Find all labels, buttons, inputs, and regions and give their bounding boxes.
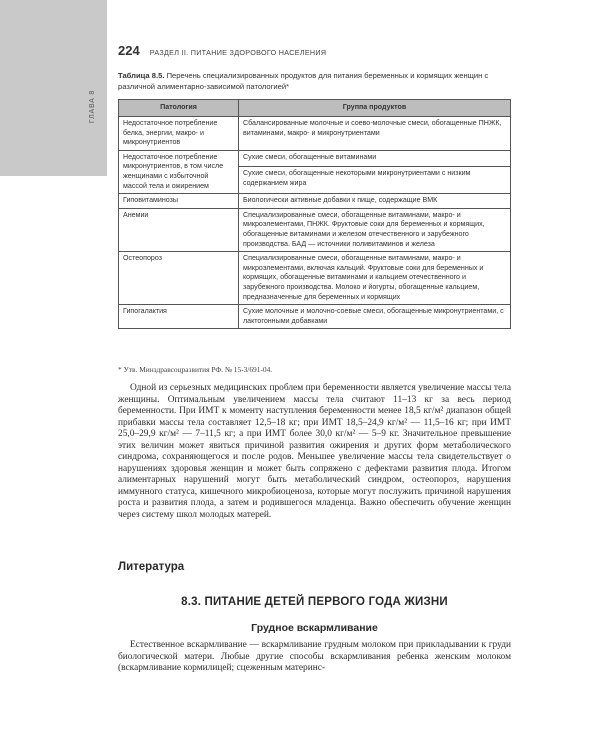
pathology-cell: Гипогалактия (119, 305, 239, 329)
pathology-cell: Анемии (119, 208, 239, 251)
table-row (119, 208, 511, 251)
pathology-cell: Недостаточное потребление белка, энергии, макро- и микронутриентов (119, 117, 239, 151)
pathology-cell: Недостаточное потребление микронутриентов, в том числе женщинами с избыточной массой тела и ожирением (119, 150, 239, 193)
table-row (119, 117, 511, 151)
body-paragraph-breastfeeding: Естественное вскармливание — вскармливание грудным молоком при прикладывании к груди биологической матери. Любые другие способы вскармливания ребенка женским молоком (вскармливание кормилицей; сцеженным материнс- (118, 640, 511, 673)
pathology-cell: Остеопороз (119, 252, 239, 305)
table-row (119, 305, 511, 329)
running-header (118, 43, 518, 57)
subsubsection-title: Грудное вскармливание (251, 622, 378, 634)
page-number: 224 (118, 43, 140, 58)
table-row (119, 252, 511, 305)
products-cell: Специализированные смеси, обогащенные витаминами, макро- и микроэлементами, ПНЖК. Фруктовые соки для беременных и кормящих, обогащенные витаминами и железом отечественного и зарубежного производства. БАД — источники поливитаминов и железа (239, 208, 511, 251)
column-header-products: Группа продуктов (239, 100, 511, 117)
chapter-label-text: ГЛАВА 8 (89, 89, 97, 123)
products-cell: Сухие молочные и молочно-соевые смеси, обогащенные микронутриентами, с лактогонными добавками (239, 305, 511, 329)
column-header-pathology: Патология (119, 100, 239, 117)
table-row (119, 150, 511, 166)
products-cell: Сухие смеси, обогащенные витаминами (239, 150, 511, 166)
table-row (119, 194, 511, 209)
chapter-side-label (86, 86, 100, 126)
table-caption-label: Таблица 8.5. (118, 71, 165, 80)
products-cell: Сухие смеси, обогащенные некоторыми микронутриентами с низким содержанием жира (239, 167, 511, 194)
section-title: РАЗДЕЛ II. ПИТАНИЕ ЗДОРОВОГО НАСЕЛЕНИЯ (149, 48, 327, 57)
products-cell: Сбалансированные молочные и соево-молочные смеси, обогащенные ПНЖК, витаминами, макро- и микронутриентами (239, 117, 511, 151)
products-table (118, 99, 511, 329)
table-footnote: * Утв. Минздравсоцразвития РФ. № 15-3/691-04. (118, 365, 273, 374)
products-cell: Специализированные смеси, обогащенные витаминами, макро- и микроэлементами, включая кальций. Фруктовые соки для беременных и кормящих, обогащенные витаминами и кальцием отечественного и зарубежного производства. Молоко и йогурты, обогащенные кальцием, предназначенные для беременных и кормящих (239, 252, 511, 305)
products-cell: Биологически активные добавки к пище, содержащие ВМК (239, 194, 511, 209)
table-caption-text: Перечень специализированных продуктов для питания беременных и кормящих женщин с различной алиментарно-зависимой патологией* (118, 71, 489, 91)
table-header-row (119, 100, 511, 117)
pathology-cell: Гиповитаминозы (119, 194, 239, 209)
subsection-title: 8.3. ПИТАНИЕ ДЕТЕЙ ПЕРВОГО ГОДА ЖИЗНИ (181, 596, 448, 608)
table-caption (118, 71, 513, 92)
literature-heading: Литература (118, 561, 185, 573)
body-paragraph-weight: Одной из серьезных медицинских проблем при беременности является увеличение массы тела женщины. Оптимальным увеличением массы тела считают 11–13 кг за весь период беременности. При ИМТ к моменту наступления беременности менее 18,5 кг/м² диапазон общей прибавки массы тела составляет 12,5–18 кг; при ИМТ 18,5–24,9 кг/м² — 11,5–16 кг; при ИМТ 25,0–29,9 кг/м² — 7–11,5 кг; а при ИМТ более 30,0 кг/м² — 5–9 кг. Значительное превышение этих величин может явиться причиной развития ожирения и других форм метаболического синдрома, сохраняющегося и после родов. Меньшее увеличение массы тела свидетельствует о нарушениях здоровья женщин и может быть сопряжено с дефектами развития плода. Итогом алиментарных нарушений могут быть метаболический синдром, остеопороз, нарушения иммунного статуса, кишечного микробиоценоза, которые могут послужить причиной нарушения роста и развития плода, а затем и родившегося младенца. Важно обеспечить обучение женщин через систему школ молодых матерей. (118, 383, 511, 521)
